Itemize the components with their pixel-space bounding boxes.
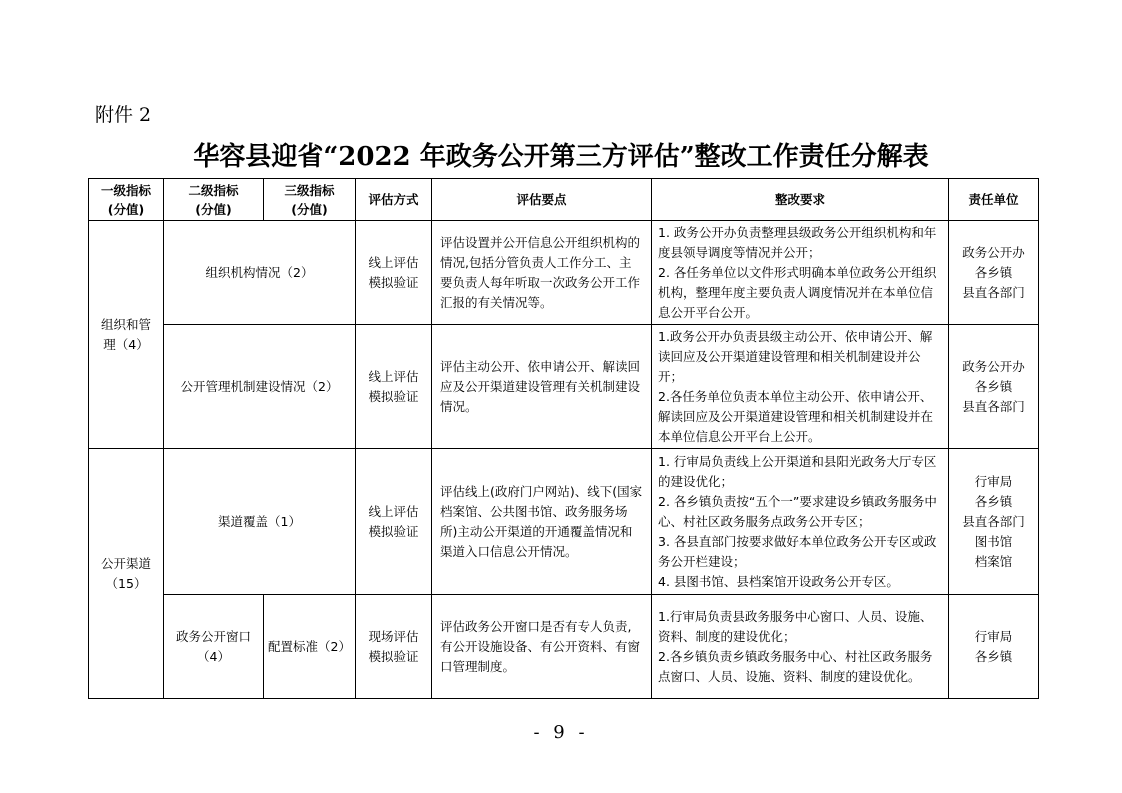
requirements-cell: 1.行审局负责县政务服务中心窗口、人员、设施、资料、制度的建设优化； 2.各乡镇负责乡镇政务服务中心、村社区政务服务点窗口、人员、设施、资料、制度的建设优化。 [652, 595, 949, 699]
level2-cell: 渠道覆盖（1） [164, 449, 356, 595]
page-number: - 9 - [533, 722, 589, 743]
table-row [89, 595, 1039, 699]
table-row [89, 325, 1039, 449]
header-row [89, 179, 1039, 221]
table-row [89, 449, 1039, 595]
method-cell: 现场评估 模拟验证 [356, 595, 432, 699]
header-level2: 二级指标 (分值) [164, 179, 264, 221]
points-cell: 评估设置并公开信息公开组织机构的情况,包括分管负责人工作分工、主要负责人每年听取一次政务公开工作汇报的有关情况等。 [432, 221, 652, 325]
responsible-cell: 政务公开办 各乡镇 县直各部门 [949, 325, 1039, 449]
method-cell: 线上评估 模拟验证 [356, 449, 432, 595]
attachment-label: 附件 2 [95, 104, 152, 126]
responsible-cell: 行审局 各乡镇 [949, 595, 1039, 699]
method-cell: 线上评估 模拟验证 [356, 325, 432, 449]
level2-cell: 公开管理机制建设情况（2） [164, 325, 356, 449]
header-level3: 三级指标 (分值) [264, 179, 356, 221]
responsible-cell: 政务公开办 各乡镇 县直各部门 [949, 221, 1039, 325]
level2-cell: 政务公开窗口 （4） [164, 595, 264, 699]
points-cell: 评估线上(政府门户网站)、线下(国家档案馆、公共图书馆、政务服务场所)主动公开渠道的开通覆盖情况和渠道入口信息公开情况。 [432, 449, 652, 595]
level1-cell: 公开渠道 （15） [89, 449, 164, 699]
level2-cell: 组织机构情况（2） [164, 221, 356, 325]
header-responsible: 责任单位 [949, 179, 1039, 221]
header-requirements: 整改要求 [652, 179, 949, 221]
points-cell: 评估主动公开、依申请公开、解读回应及公开渠道建设管理有关机制建设情况。 [432, 325, 652, 449]
points-cell: 评估政务公开窗口是否有专人负责,有公开设施设备、有公开资料、有窗口管理制度。 [432, 595, 652, 699]
header-points: 评估要点 [432, 179, 652, 221]
requirements-cell: 1. 政务公开办负责整理县级政务公开组织机构和年度县领导调度等情况并公开； 2. 各任务单位以文件形式明确本单位政务公开组织机构，整理年度主要负责人调度情况并在本单位信息公开平台公开。 [652, 221, 949, 325]
requirements-cell: 1.政务公开办负责县级主动公开、依申请公开、解读回应及公开渠道建设管理和相关机制建设并公开； 2.各任务单位负责本单位主动公开、依申请公开、解读回应及公开渠道建设管理和相关机制建设并在本单位信息公开平台上公开。 [652, 325, 949, 449]
level1-cell: 组织和管 理（4） [89, 221, 164, 449]
document-title: 华容县迎省“2022 年政务公开第三方评估”整改工作责任分解表 [193, 142, 929, 172]
header-method: 评估方式 [356, 179, 432, 221]
responsibility-table [88, 178, 1039, 699]
requirements-cell: 1. 行审局负责线上公开渠道和县阳光政务大厅专区的建设优化； 2. 各乡镇负责按“五个一”要求建设乡镇政务服务中心、村社区政务服务点政务公开专区； 3. 各县直部门按要求做好本单位政务公开专区或政务公开栏建设； 4. 县图书馆、县档案馆开设政务公开专区。 [652, 449, 949, 595]
level3-cell: 配置标准（2） [264, 595, 356, 699]
method-cell: 线上评估 模拟验证 [356, 221, 432, 325]
header-level1: 一级指标 (分值) [89, 179, 164, 221]
table-row [89, 221, 1039, 325]
responsible-cell: 行审局 各乡镇 县直各部门 图书馆 档案馆 [949, 449, 1039, 595]
